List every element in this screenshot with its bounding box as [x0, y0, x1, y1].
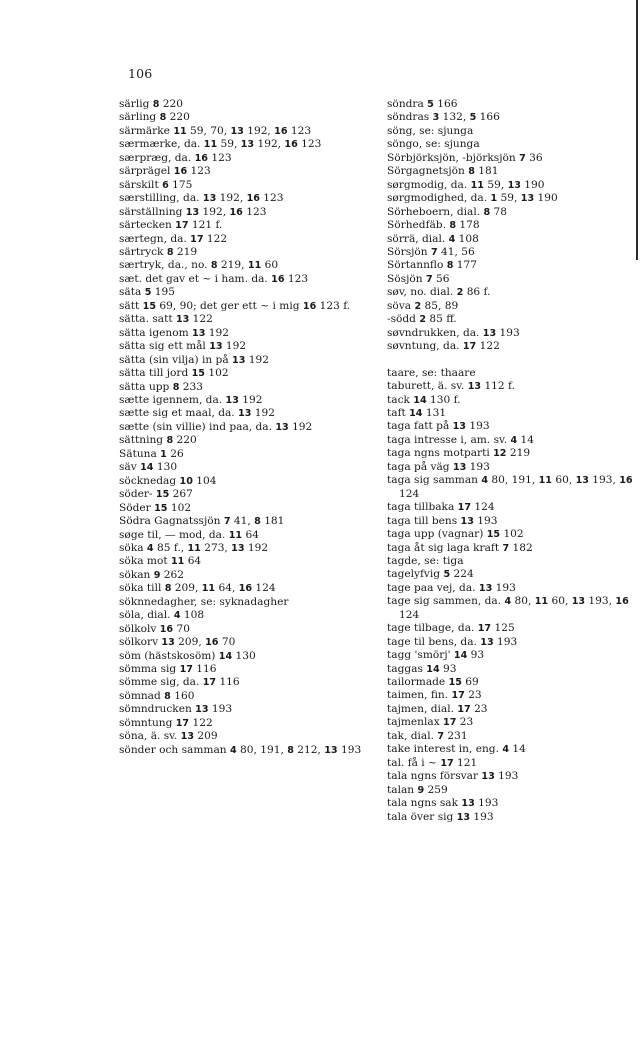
- index-entry: söng, se: sjunga: [387, 124, 474, 137]
- index-entry: -södd 2 85 ff.: [387, 313, 457, 326]
- index-entry: sömme sig, da. 17 116: [119, 676, 240, 689]
- index-entry: särprägel 16 123: [119, 165, 211, 178]
- index-entry: sätta till jord 15 102: [119, 367, 229, 380]
- index-entry: sörrä, dial. 4 108: [387, 232, 479, 245]
- index-entry: säv 14 130: [119, 461, 178, 474]
- index-entry: tack 14 130 f.: [387, 393, 461, 406]
- index-entry: säta 5 195: [119, 286, 175, 299]
- index-entry: sömnad 8 160: [119, 689, 195, 702]
- index-entry: tagde, se: tiga: [387, 554, 464, 567]
- index-entry: taga åt sig laga kraft 7 182: [387, 541, 533, 554]
- index-entry: sömma sig 17 116: [119, 663, 217, 676]
- index-entry: tage til bens, da. 13 193: [387, 635, 518, 648]
- index-entry: söm (hästskosöm) 14 130: [119, 649, 256, 662]
- index-entry: sørgmodig, da. 11 59, 13 190: [387, 178, 545, 191]
- index-entry: taare, se: thaare: [387, 366, 476, 379]
- index-column-left: [119, 98, 367, 757]
- index-entry: tage sig sammen, da. 4 80, 11 60, 13 193, 16 124: [387, 595, 629, 621]
- index-entry: taga tillbaka 17 124: [387, 501, 495, 514]
- index-entry: tajmenlax 17 23: [387, 716, 474, 729]
- index-entry: söngo, se: sjunga: [387, 138, 480, 151]
- index-entry: söder- 15 267: [119, 488, 193, 501]
- index-entry: særpræg, da. 16 123: [119, 151, 232, 164]
- page-number: 106: [128, 66, 153, 81]
- index-entry: sömntung 17 122: [119, 716, 213, 729]
- index-entry: söknnedagher, se: syknadagher: [119, 595, 289, 608]
- page-edge-mark: [636, 0, 638, 260]
- index-entry: taimen, fin. 17 23: [387, 689, 482, 702]
- index-entry: Sörgagnetsjön 8 181: [387, 165, 499, 178]
- index-entry: særtegn, da. 17 122: [119, 232, 228, 245]
- index-entry: Söder 15 102: [119, 501, 192, 514]
- index-entry: søvndrukken, da. 13 193: [387, 326, 520, 339]
- index-entry: sätta (sin vilja) in på 13 192: [119, 353, 269, 366]
- index-entry: tala ngns sak 13 193: [387, 797, 499, 810]
- index-entry: särtecken 17 121 f.: [119, 219, 223, 232]
- index-entry: sætte igennem, da. 13 192: [119, 393, 263, 406]
- index-entry: sätt 15 69, 90; det ger ett ~ i mig 16 123 f.: [119, 299, 351, 312]
- index-entry: söna, ä. sv. 13 209: [119, 730, 218, 743]
- index-entry: söndras 3 132, 5 166: [387, 111, 500, 124]
- index-entry: sökan 9 262: [119, 568, 185, 581]
- index-entry: sätta upp 8 233: [119, 380, 203, 393]
- index-entry: tala över sig 13 193: [387, 810, 494, 823]
- index-entry: Sörtannflo 8 177: [387, 259, 478, 272]
- index-entry: söndra 5 166: [387, 98, 458, 110]
- index-entry: söva 2 85, 89: [387, 299, 459, 312]
- index-entry: sørgmodighed, da. 1 59, 13 190: [387, 192, 558, 205]
- index-entry: søge til, — mod, da. 11 64: [119, 528, 259, 541]
- index-entry: taburett, ä. sv. 13 112 f.: [387, 380, 515, 393]
- index-entry: taggas 14 93: [387, 662, 457, 675]
- index-entry: taga ngns motparti 12 219: [387, 447, 531, 460]
- index-column-right: [387, 98, 635, 824]
- index-entry: särtryck 8 219: [119, 245, 198, 258]
- index-entry: taga sig samman 4 80, 191, 11 60, 13 193, 16 124: [387, 474, 633, 500]
- index-entry: sætte sig et maal, da. 13 192: [119, 407, 275, 420]
- index-entry: tage paa vej, da. 13 193: [387, 581, 516, 594]
- index-entry: söka 4 85 f., 11 273, 13 192: [119, 541, 269, 554]
- index-entry: særtryk, da., no. 8 219, 11 60: [119, 259, 279, 272]
- index-entry: sæt. det gav et ~ i ham. da. 16 123: [119, 272, 309, 285]
- index-entry: talan 9 259: [387, 783, 448, 796]
- index-entry: söka till 8 209, 11 64, 16 124: [119, 582, 276, 595]
- index-entry: tal. få i ~ 17 121: [387, 756, 478, 769]
- index-entry: taga till bens 13 193: [387, 514, 498, 527]
- index-entry: tailormade 15 69: [387, 676, 479, 689]
- index-entry: sätta sig ett mål 13 192: [119, 340, 247, 353]
- index-entry: taga fatt på 13 193: [387, 420, 490, 433]
- index-entry: Sätuna 1 26: [119, 447, 184, 460]
- index-entry: sättning 8 220: [119, 434, 197, 447]
- index-entry: tak, dial. 7 231: [387, 729, 468, 742]
- index-entry: sölkolv 16 70: [119, 622, 190, 635]
- index-entry: taga intresse i, am. sv. 4 14: [387, 433, 535, 446]
- index-entry: tage tilbage, da. 17 125: [387, 622, 515, 635]
- index-entry: søvntung, da. 17 122: [387, 340, 500, 353]
- index-entry: särlig 8 220: [119, 98, 184, 110]
- index-entry: taga på väg 13 193: [387, 460, 490, 473]
- index-entry: sätta igenom 13 192: [119, 326, 229, 339]
- index-entry: särmärke 11 59, 70, 13 192, 16 123: [119, 124, 312, 137]
- index-entry: tagg 'smörj' 14 93: [387, 649, 485, 662]
- index-entry: tajmen, dial. 17 23: [387, 702, 488, 715]
- index-entry: sömndrucken 13 193: [119, 703, 233, 716]
- index-entry: sönder och samman 4 80, 191, 8 212, 13 193: [119, 743, 362, 756]
- index-entry: söka mot 11 64: [119, 555, 202, 568]
- index-entry: særmærke, da. 11 59, 13 192, 16 123: [119, 138, 322, 151]
- index-entry: Sörheboern, dial. 8 78: [387, 205, 507, 218]
- index-entry: Sörsjön 7 41, 56: [387, 245, 475, 258]
- index-entry: sætte (sin villie) ind paa, da. 13 192: [119, 420, 313, 433]
- index-entry: Sösjön 7 56: [387, 272, 450, 285]
- index-entry: söla, dial. 4 108: [119, 609, 205, 622]
- index-entry: Sörhedfäb. 8 178: [387, 219, 480, 232]
- index-entry: særstilling, da. 13 192, 16 123: [119, 192, 284, 205]
- index-entry: Södra Gagnatssjön 7 41, 8 181: [119, 515, 285, 528]
- index-entry: taft 14 131: [387, 406, 447, 419]
- index-entry: sölkorv 13 209, 16 70: [119, 636, 236, 649]
- index-entry: söcknedag 10 104: [119, 474, 217, 487]
- index-entry: särling 8 220: [119, 111, 190, 124]
- index-entry: taga upp (vagnar) 15 102: [387, 528, 524, 541]
- index-entry: tagelyfvig 5 224: [387, 568, 474, 581]
- index-entry: särställning 13 192, 16 123: [119, 205, 267, 218]
- index-entry: Sörbjörksjön, -björksjön 7 36: [387, 151, 543, 164]
- index-entry: take interest in, eng. 4 14: [387, 743, 526, 756]
- index-entry: särskilt 6 175: [119, 178, 193, 191]
- index-entry: tala ngns försvar 13 193: [387, 770, 519, 783]
- index-entry: sätta. satt 13 122: [119, 313, 213, 326]
- index-entry: søv, no. dial. 2 86 f.: [387, 286, 491, 299]
